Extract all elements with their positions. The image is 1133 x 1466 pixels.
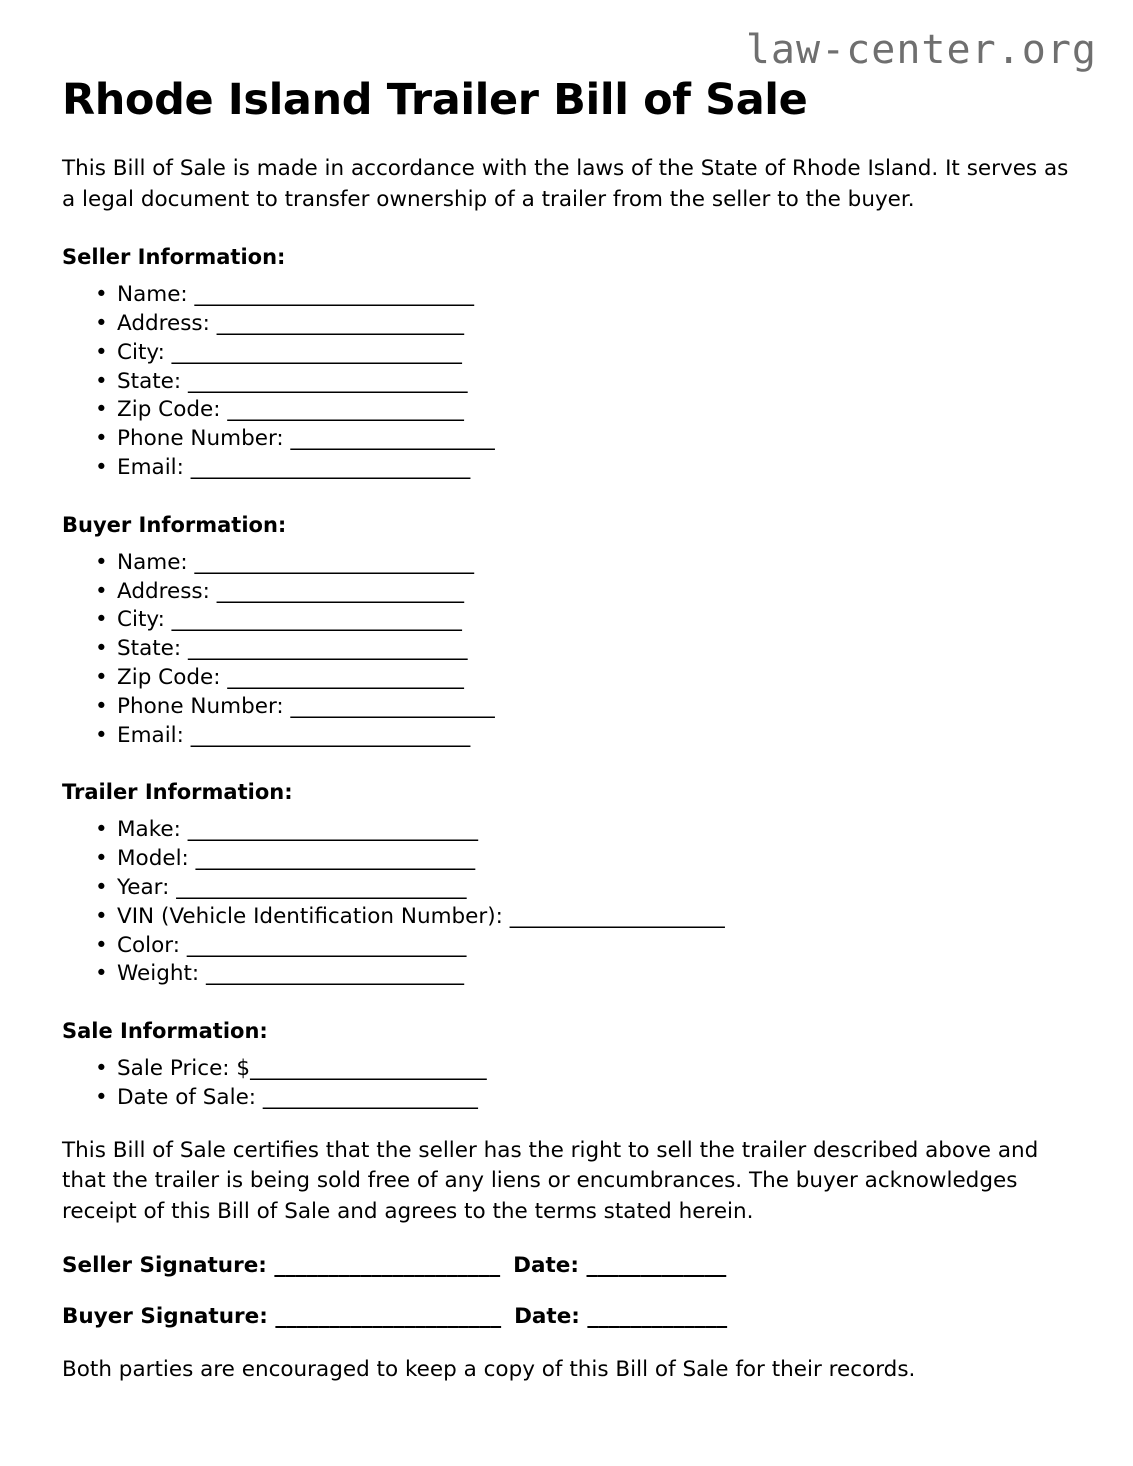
field-blank[interactable]: __________________________ [188, 368, 468, 394]
list-item [95, 874, 1071, 903]
field-label: Email: [117, 454, 184, 480]
list-item [95, 722, 1071, 751]
list-item [95, 368, 1071, 397]
buyer-signature-label: Buyer Signature: [62, 1304, 268, 1330]
seller-signature-blank[interactable]: _____________________ [274, 1253, 501, 1279]
section-heading-trailer: Trailer Information: [62, 780, 293, 805]
field-label: Address: [117, 310, 210, 336]
field-blank[interactable]: __________________________ [188, 636, 468, 662]
field-blank[interactable]: ____________________ [262, 1084, 478, 1110]
list-item [95, 454, 1071, 483]
section-heading-seller: Seller Information: [62, 245, 286, 270]
seller-field-list [62, 273, 1071, 483]
field-label: Model: [117, 846, 189, 872]
field-label: Address: [117, 578, 210, 604]
field-blank[interactable]: ___________________________ [187, 817, 478, 843]
buyer-date-blank[interactable]: _____________ [587, 1304, 728, 1330]
field-blank[interactable]: ____________________ [509, 903, 725, 929]
list-item [95, 310, 1071, 339]
trailer-field-list [62, 808, 1071, 989]
field-label: Color: [117, 932, 180, 958]
seller-date-label: Date: [513, 1253, 579, 1279]
intro-paragraph: This Bill of Sale is made in accordance with the laws of the State of Rhode Island. It serves as a legal document to transfer ownership of a trailer from the seller to the buyer. [62, 156, 1069, 212]
list-item [95, 664, 1071, 693]
field-blank[interactable]: ______________________ [227, 664, 464, 690]
field-label: City: [117, 607, 165, 633]
field-blank[interactable]: ___________________________ [171, 607, 462, 633]
list-item [95, 549, 1071, 578]
section-heading-sale: Sale Information: [62, 1019, 268, 1044]
site-watermark: law-center.org [745, 27, 1097, 73]
field-label: VIN (Vehicle Identification Number): [117, 903, 503, 929]
field-label: State: [117, 636, 182, 662]
buyer-signature-blank[interactable]: _____________________ [275, 1304, 502, 1330]
field-label: Weight: [117, 961, 200, 987]
buyer-date-label: Date: [514, 1304, 580, 1330]
field-blank[interactable]: __________________________ [195, 846, 476, 872]
field-blank[interactable]: ______________________ [227, 397, 464, 423]
list-item [95, 816, 1071, 845]
field-blank[interactable]: ___________________ [290, 426, 495, 452]
field-blank[interactable]: __________________________ [194, 282, 475, 308]
field-blank[interactable]: ___________________________ [176, 874, 467, 900]
field-label: Phone Number: [117, 426, 284, 452]
list-item [95, 635, 1071, 664]
seller-signature-row [62, 1227, 1071, 1278]
field-label: Name: [117, 282, 188, 308]
list-item [95, 606, 1071, 635]
field-blank[interactable]: ________________________ [206, 961, 464, 987]
buyer-field-list [62, 541, 1071, 751]
section-heading-buyer: Buyer Information: [62, 512, 287, 537]
list-item [95, 1084, 1071, 1113]
page-title: Rhode Island Trailer Bill of Sale [62, 75, 808, 125]
field-label: Zip Code: [117, 397, 221, 423]
field-blank[interactable]: _______________________ [216, 310, 464, 336]
list-item [95, 281, 1071, 310]
closing-paragraph: Both parties are encouraged to keep a copy of this Bill of Sale for their records. [62, 1357, 916, 1383]
list-item [95, 578, 1071, 607]
list-item [95, 425, 1071, 454]
field-label: Year: [117, 874, 170, 900]
buyer-signature-row [62, 1278, 1071, 1329]
field-blank[interactable]: __________________________ [186, 932, 467, 958]
field-label: Phone Number: [117, 693, 284, 719]
field-label: Name: [117, 549, 188, 575]
field-label: Sale Price: $ [117, 1056, 251, 1082]
seller-date-blank[interactable]: _____________ [586, 1253, 727, 1279]
list-item [95, 396, 1071, 425]
field-label: Zip Code: [117, 664, 221, 690]
list-item [95, 1055, 1071, 1084]
field-label: Email: [117, 722, 184, 748]
field-label: Date of Sale: [117, 1084, 257, 1110]
field-blank[interactable]: __________________________ [194, 549, 475, 575]
certification-paragraph: This Bill of Sale certifies that the seller has the right to sell the trailer described above and that the trailer is being sold free of any liens or encumbrances. The buyer acknowledges receipt of this Bill of Sale and agrees to the terms stated herein. [62, 1137, 1039, 1224]
list-item [95, 845, 1071, 874]
seller-signature-label: Seller Signature: [62, 1253, 267, 1279]
field-label: Make: [117, 817, 181, 843]
sale-field-list [62, 1047, 1071, 1113]
list-item [95, 903, 1071, 932]
field-blank[interactable]: ______________________ [250, 1056, 487, 1082]
list-item [95, 693, 1071, 722]
field-blank[interactable]: _______________________ [216, 578, 464, 604]
field-blank[interactable]: __________________________ [190, 722, 471, 748]
field-label: City: [117, 339, 165, 365]
list-item [95, 339, 1071, 368]
field-blank[interactable]: __________________________ [190, 454, 471, 480]
field-label: State: [117, 368, 182, 394]
field-blank[interactable]: ___________________________ [171, 339, 462, 365]
field-blank[interactable]: ___________________ [290, 693, 495, 719]
list-item [95, 960, 1071, 989]
list-item [95, 932, 1071, 961]
